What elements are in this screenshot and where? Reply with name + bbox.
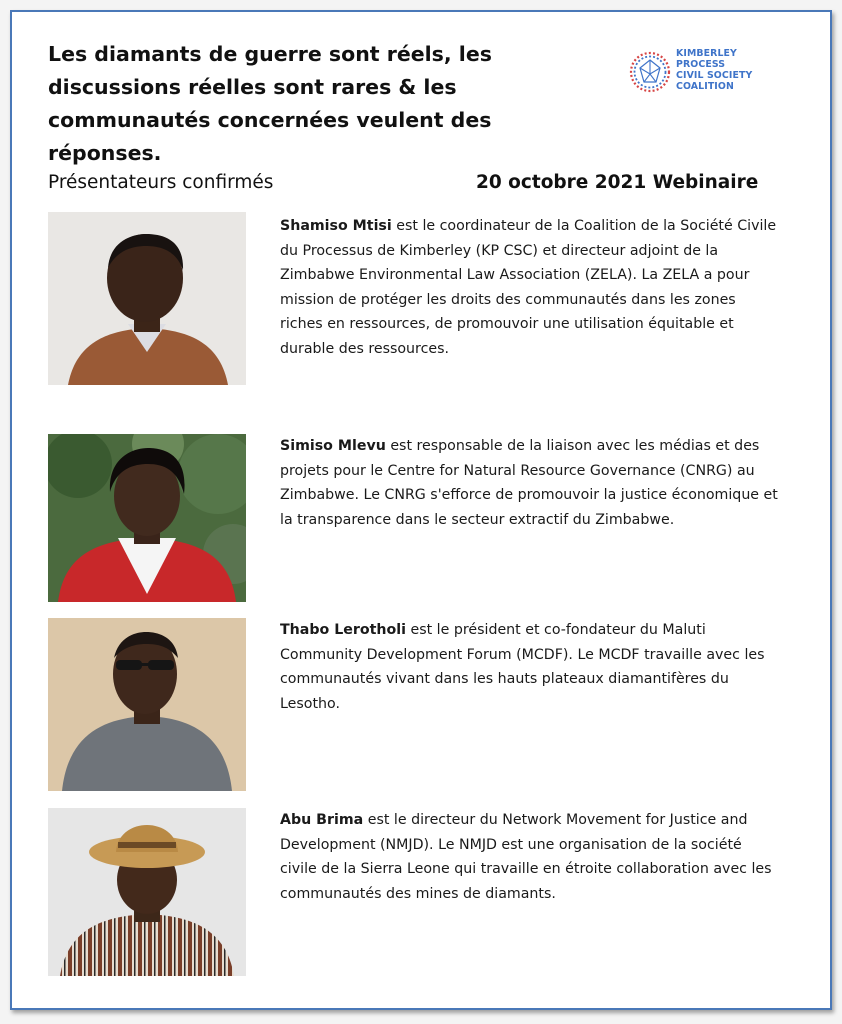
logo-line: KIMBERLEY bbox=[676, 48, 737, 59]
logo-line: COALITION bbox=[676, 81, 734, 92]
presenter-description: est responsable de la liaison avec les médias et des projets pour le Centre for Natural Resource Governance (CNRG) au Zimbabwe. Le CNRG s'efforce de promouvoir la justice économique et la transparence dans le secteur extractif du Zimbabwe. bbox=[280, 438, 778, 528]
kimberley-process-logo-icon bbox=[628, 50, 672, 94]
presenter-description: est le coordinateur de la Coalition de la Société Civile du Processus de Kimberley (KP CSC) et directeur adjoint de la Zimbabwe Environmental Law Association (ZELA). La ZELA a pour mission de protéger les droits des communautés dans les zones riches en ressources, de promouvoir une utilisation équitable et durable des ressources. bbox=[280, 218, 777, 357]
presenter-photo-shamiso-mtisi bbox=[48, 212, 246, 385]
presenter-photo-abu-brima bbox=[48, 808, 246, 976]
presenter-name: Thabo Lerotholi bbox=[280, 622, 406, 638]
presenter-photo-simiso-mlevu bbox=[48, 434, 246, 602]
presenter-bio-simiso-mlevu bbox=[280, 434, 780, 532]
kimberley-process-logo bbox=[628, 48, 778, 102]
page-title: Les diamants de guerre sont réels, les discussions réelles sont rares & les communautés concernées veulent des réponses. bbox=[48, 42, 492, 165]
presenter-bio-abu-brima bbox=[280, 808, 780, 906]
logo-line: CIVIL SOCIETY bbox=[676, 70, 753, 81]
presenter-bio-thabo-lerotholi bbox=[280, 618, 780, 716]
presenter-photo-thabo-lerotholi bbox=[48, 618, 246, 791]
webinar-date: 20 octobre 2021 Webinaire bbox=[476, 172, 759, 193]
presenter-name: Simiso Mlevu bbox=[280, 438, 386, 454]
presenter-description: est le directeur du Network Movement for Justice and Development (NMJD). Le NMJD est une organisation de la société civile de la Sierra Leone qui travaille en étroite collaboration avec les communautés des mines de diamants. bbox=[280, 812, 772, 902]
logo-line: PROCESS bbox=[676, 59, 726, 70]
presenter-description: est le président et co-fondateur du Maluti Community Development Forum (MCDF). Le MCDF travaille avec les communautés vivant dans les hauts plateaux diamantifères du Lesotho. bbox=[280, 622, 765, 712]
logo-text bbox=[676, 48, 752, 92]
presenter-bio-shamiso-mtisi bbox=[280, 214, 780, 361]
presenter-name: Abu Brima bbox=[280, 812, 364, 828]
document-page bbox=[10, 10, 832, 1010]
presenter-name: Shamiso Mtisi bbox=[280, 218, 392, 234]
presenters-heading: Présentateurs confirmés bbox=[48, 172, 274, 193]
